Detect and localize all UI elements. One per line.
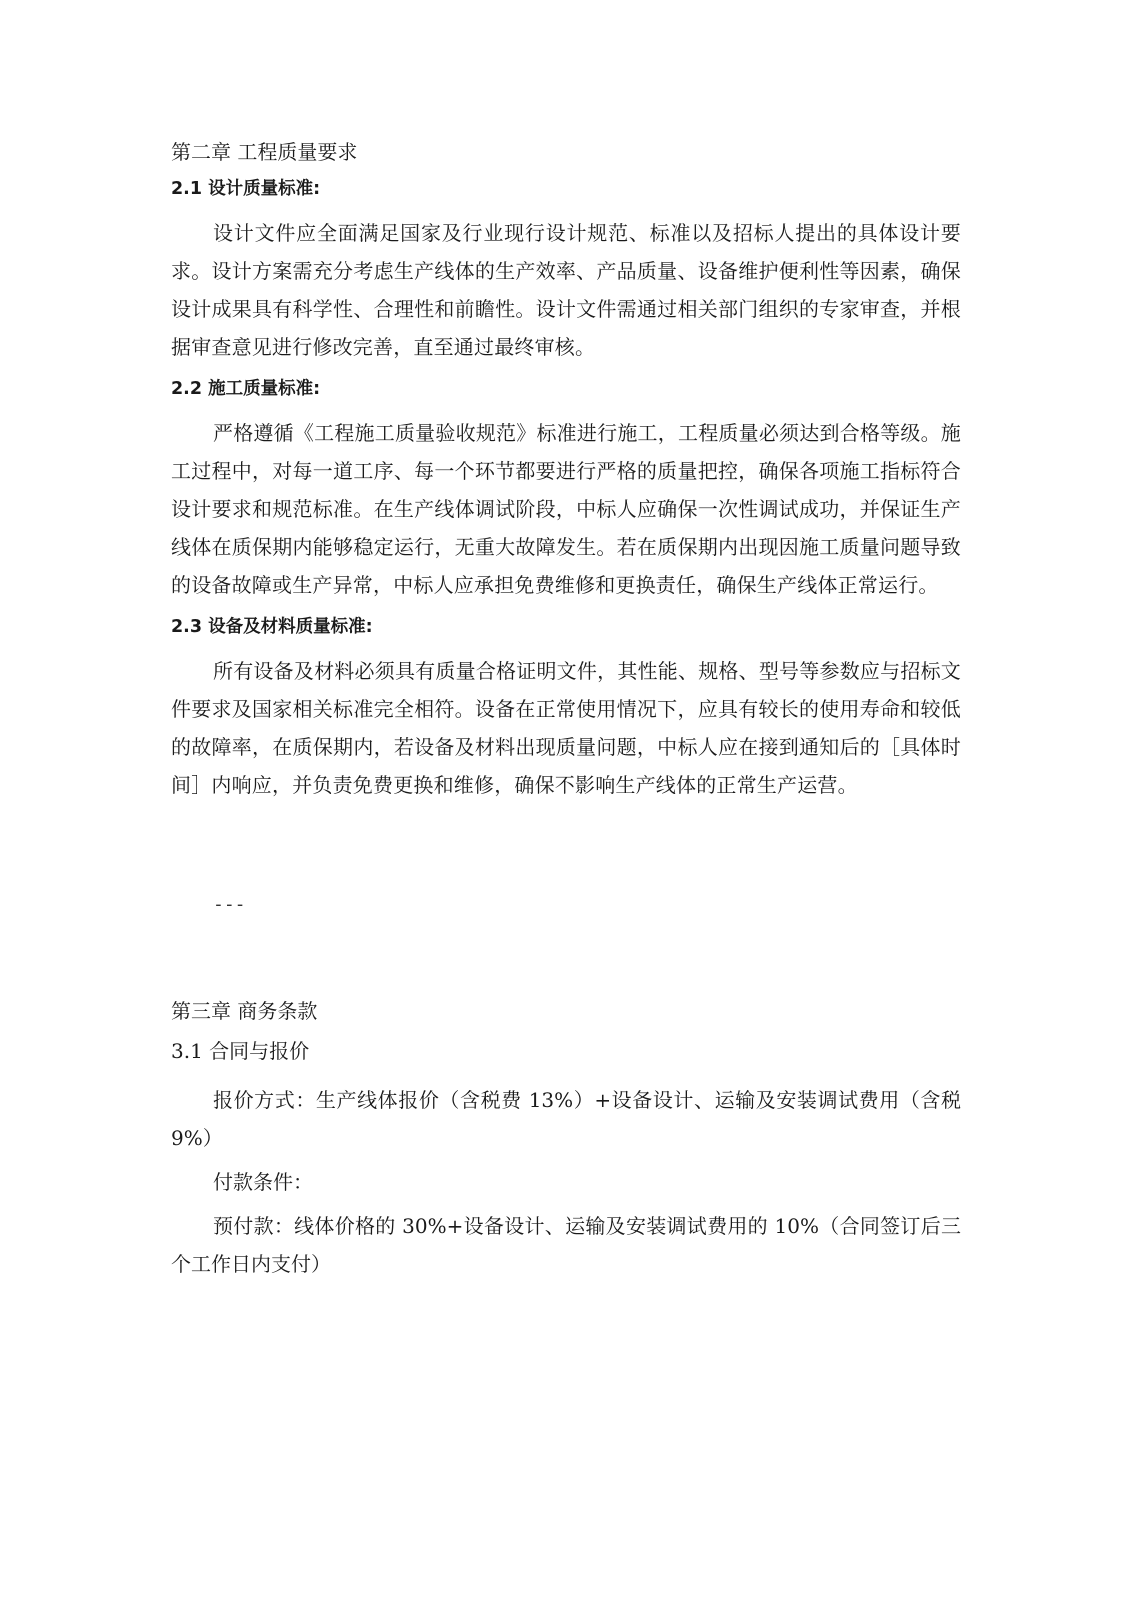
section-2-2-title: 2.2 施工质量标准: [171, 379, 321, 399]
document-content [171, 136, 961, 1289]
chapter-3-title: 第三章 商务条款 [171, 999, 318, 1023]
section-2-1-title: 2.1 设计质量标准: [171, 179, 321, 199]
section-3-1-title: 3.1 合同与报价 [171, 1039, 310, 1063]
section-2-1-paragraph: 设计文件应全面满足国家及行业现行设计规范、标准以及招标人提出的具体设计要求。设计方案需充分考虑生产线体的生产效率、产品质量、设备维护便利性等因素，确保设计成果具有科学性、合理性和前瞻性。设计文件需通过相关部门组织的专家审查，并根据审查意见进行修改完善，直至通过最终审核。 [171, 221, 961, 359]
chapter-2-title: 第二章 工程质量要求 [171, 140, 358, 164]
section-2-2-paragraph: 严格遵循《工程施工质量验收规范》标准进行施工，工程质量必须达到合格等级。施工过程中，对每一道工序、每一个环节都要进行严格的质量把控，确保各项施工指标符合设计要求和规范标准。在生产线体调试阶段，中标人应确保一次性调试成功，并保证生产线体在质保期内能够稳定运行，无重大故障发生。若在质保期内出现因施工质量问题导致的设备故障或生产异常，中标人应承担免费维修和更换责任，确保生产线体正常运行。 [171, 421, 961, 597]
quote-method-paragraph: 报价方式：生产线体报价（含税费 13%）+设备设计、运输及安装调试费用（含税 9%） [171, 1088, 961, 1150]
section-2-3-paragraph: 所有设备及材料必须具有质量合格证明文件，其性能、规格、型号等参数应与招标文件要求及国家相关标准完全相符。设备在正常使用情况下，应具有较长的使用寿命和较低的故障率，在质保期内，若设备及材料出现质量问题，中标人应在接到通知后的［具体时间］内响应，并负责免费更换和维修，确保不影响生产线体的正常生产运营。 [171, 659, 961, 797]
section-divider: --- [213, 894, 246, 915]
prepayment-paragraph: 预付款：线体价格的 30%+设备设计、运输及安装调试费用的 10%（合同签订后三个工作日内支付） [171, 1214, 961, 1276]
section-2-3-title: 2.3 设备及材料质量标准: [171, 617, 373, 637]
payment-terms-label: 付款条件： [213, 1170, 313, 1194]
